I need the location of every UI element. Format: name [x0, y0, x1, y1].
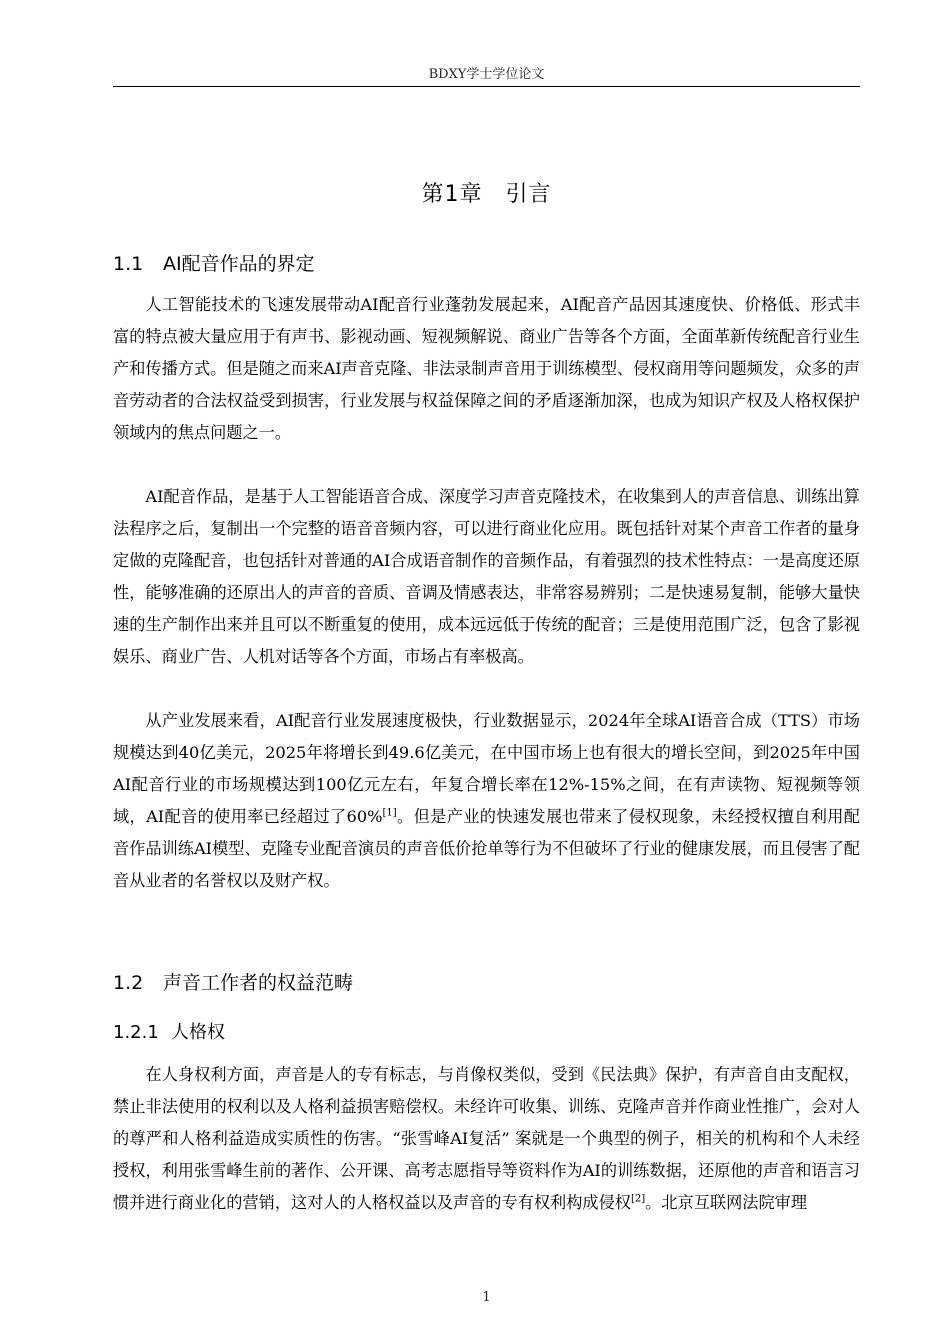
- paragraph: AI配音作品，是基于人工智能语音合成、深度学习声音克隆技术，在收集到人的声音信息、训练出算法程序之后，复制出一个完整的语音音频内容，可以进行商业化应用。既包括针对某个声音工作者的量身定做的克隆配音，也包括针对普通的AI合成语音制作的音频作品，有着强烈的技术性特点：一是高度还原性，能够准确的还原出人的声音的音质、音调及情感表达，非常容易辨别；二是快速易复制，能够大量快速的生产制作出来并且可以不断重复的使用，成本远远低于传统的配音；三是使用范围广泛，包含了影视娱乐、商业广告、人机对话等各个方面，市场占有率极高。: [113, 487, 860, 666]
- section-title: 声音工作者的权益范畴: [163, 972, 354, 994]
- section-title: AI配音作品的界定: [163, 253, 315, 275]
- page-number: 1: [482, 1290, 491, 1305]
- running-header: BDXY学士学位论文: [428, 67, 545, 82]
- paragraph: [113, 705, 860, 897]
- paragraph: [113, 1059, 860, 1219]
- chapter-title: 第1章 引言: [421, 182, 552, 207]
- section-heading-1-2: [113, 969, 353, 997]
- citation-ref: [2]: [631, 1193, 646, 1205]
- paragraph-text: 在人身权利方面，声音是人的专有标志，与肖像权类似，受到《民法典》保护，有声音自由支配权，禁止非法使用的权利以及人格利益损害赔偿权。未经许可收集、训练、克隆声音并作商业性推广，会对人的尊严和人格利益造成实质性的伤害。“张雪峰AI复活” 案就是一个典型的例子，相关的机构和个人未经授权，利用张雪峰生前的著作、公开课、高考志愿指导等资料作为AI的训练数据，还原他的声音和语言习惯并进行商业化的营销，这对人的人格权益以及声音的专有权利构成侵权: [113, 1065, 860, 1212]
- paragraph-text: 。北京互联网法院审理: [645, 1193, 808, 1212]
- section-number: 1.2: [113, 972, 144, 994]
- subsection-title: 人格权: [171, 1022, 225, 1043]
- header-rule: [113, 86, 860, 87]
- paragraph: 人工智能技术的飞速发展带动AI配音行业蓬勃发展起来，AI配音产品因其速度快、价格低、形式丰富的特点被大量应用于有声书、影视动画、短视频解说、商业广告等各个方面，全面革新传统配音行业生产和传播方式。但是随之而来AI声音克隆、非法录制声音用于训练模型、侵权商用等问题频发，众多的声音劳动者的合法权益受到损害，行业发展与权益保障之间的矛盾逐渐加深，也成为知识产权及人格权保护领域内的焦点问题之一。: [113, 295, 860, 442]
- paragraph-text: 。但是产业的快速发展也带来了侵权现象，未经授权擅自利用配音作品训练AI模型、克隆专业配音演员的声音低价抢单等行为不但破坏了行业的健康发展，而且侵害了配音从业者的名誉权以及财产权。: [113, 807, 860, 890]
- section-number: 1.1: [113, 253, 144, 275]
- paragraph-text: 从产业发展来看，AI配音行业发展速度极快，行业数据显示，2024年全球AI语音合成（TTS）市场规模达到40亿美元，2025年将增长到49.6亿美元，在中国市场上也有很大的增长空间，到2025年中国AI配音行业的市场规模达到100亿元左右，年复合增长率在12%-15%之间，在有声读物、短视频等领域，AI配音的使用率已经超过了60%: [113, 711, 860, 826]
- section-heading-1-1: [113, 250, 315, 278]
- subsection-heading-1-2-1: [113, 1019, 225, 1047]
- subsection-number: 1.2.1: [113, 1022, 159, 1043]
- citation-ref: [1]: [382, 807, 397, 819]
